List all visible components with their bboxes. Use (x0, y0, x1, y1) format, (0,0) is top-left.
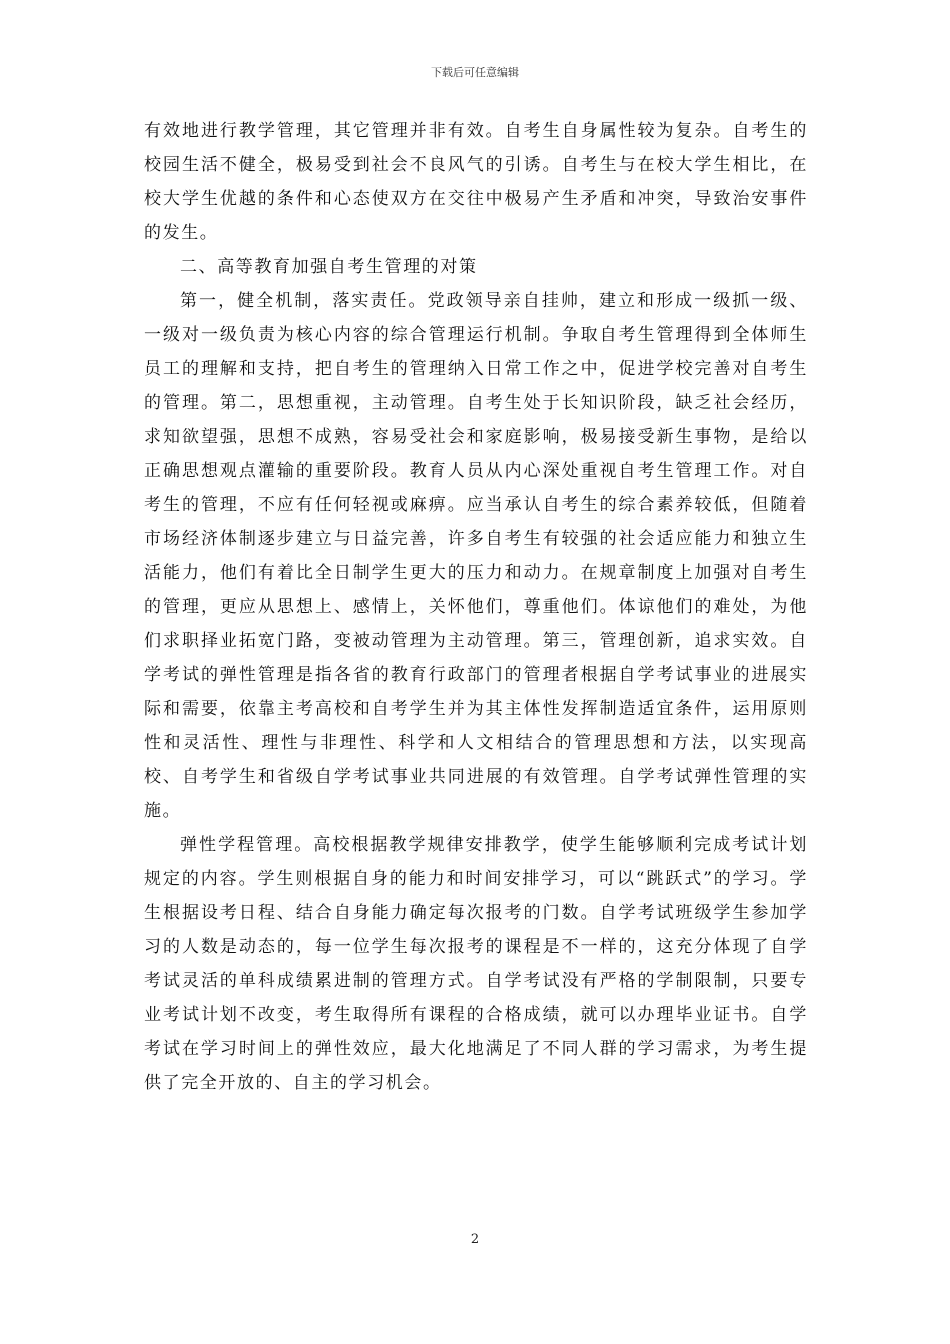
page-number: 2 (470, 1232, 480, 1247)
section-heading: 二、高等教育加强自考生管理的对策 (180, 257, 478, 277)
page-header: 下载后可任意编辑 (431, 66, 519, 79)
body-paragraph: 弹性学程管理。高校根据教学规律安排教学，使学生能够顺利完成考试计划规定的内容。学生则根据自身的能力和时间安排学习，可以“跳跃式”的学习。学生根据设考日程、结合自身能力确定每次报考的门数。自学考试班级学生参加学习的人数是动态的，每一位学生每次报考的课程是不一样的，这充分体现了自学考试灵活的单科成绩累进制的管理方式。自学考试没有严格的学制限制，只要专业考试计划不改变，考生取得所有课程的合格成绩，就可以办理毕业证书。自学考试在学习时间上的弹性效应，最大化地满足了不同人群的学习需求，为考生提供了完全开放的、自主的学习机会。 (144, 835, 808, 1093)
body-paragraph: 有效地进行教学管理，其它管理并非有效。自考生自身属性较为复杂。自考生的校园生活不健全，极易受到社会不良风气的引诱。自考生与在校大学生相比，在校大学生优越的条件和心态使双方在交往中极易产生矛盾和冲突，导致治安事件的发生。 (144, 121, 808, 243)
document-body (144, 114, 808, 1100)
body-paragraph: 第一，健全机制，落实责任。党政领导亲自挂帅，建立和形成一级抓一级、一级对一级负责为核心内容的综合管理运行机制。争取自考生管理得到全体师生员工的理解和支持，把自考生的管理纳入日常工作之中，促进学校完善对自考生的管理。第二，思想重视，主动管理。自考生处于长知识阶段，缺乏社会经历，求知欲望强，思想不成熟，容易受社会和家庭影响，极易接受新生事物，是给以正确思想观点灌输的重要阶段。教育人员从内心深处重视自考生管理工作。对自考生的管理，不应有任何轻视或麻痹。应当承认自考生的综合素养较低，但随着市场经济体制逐步建立与日益完善，许多自考生有较强的社会适应能力和独立生活能力，他们有着比全日制学生更大的压力和动力。在规章制度上加强对自考生的管理，更应从思想上、感情上，关怀他们，尊重他们。体谅他们的难处，为他们求职择业拓宽门路，变被动管理为主动管理。第三，管理创新，追求实效。自学考试的弹性管理是指各省的教育行政部门的管理者根据自学考试事业的进展实际和需要，依靠主考高校和自考学生并为其主体性发挥制造适宜条件，运用原则性和灵活性、理性与非理性、科学和人文相结合的管理思想和方法，以实现高校、自考学生和省级自学考试事业共同进展的有效管理。自学考试弹性管理的实施。 (144, 291, 808, 821)
